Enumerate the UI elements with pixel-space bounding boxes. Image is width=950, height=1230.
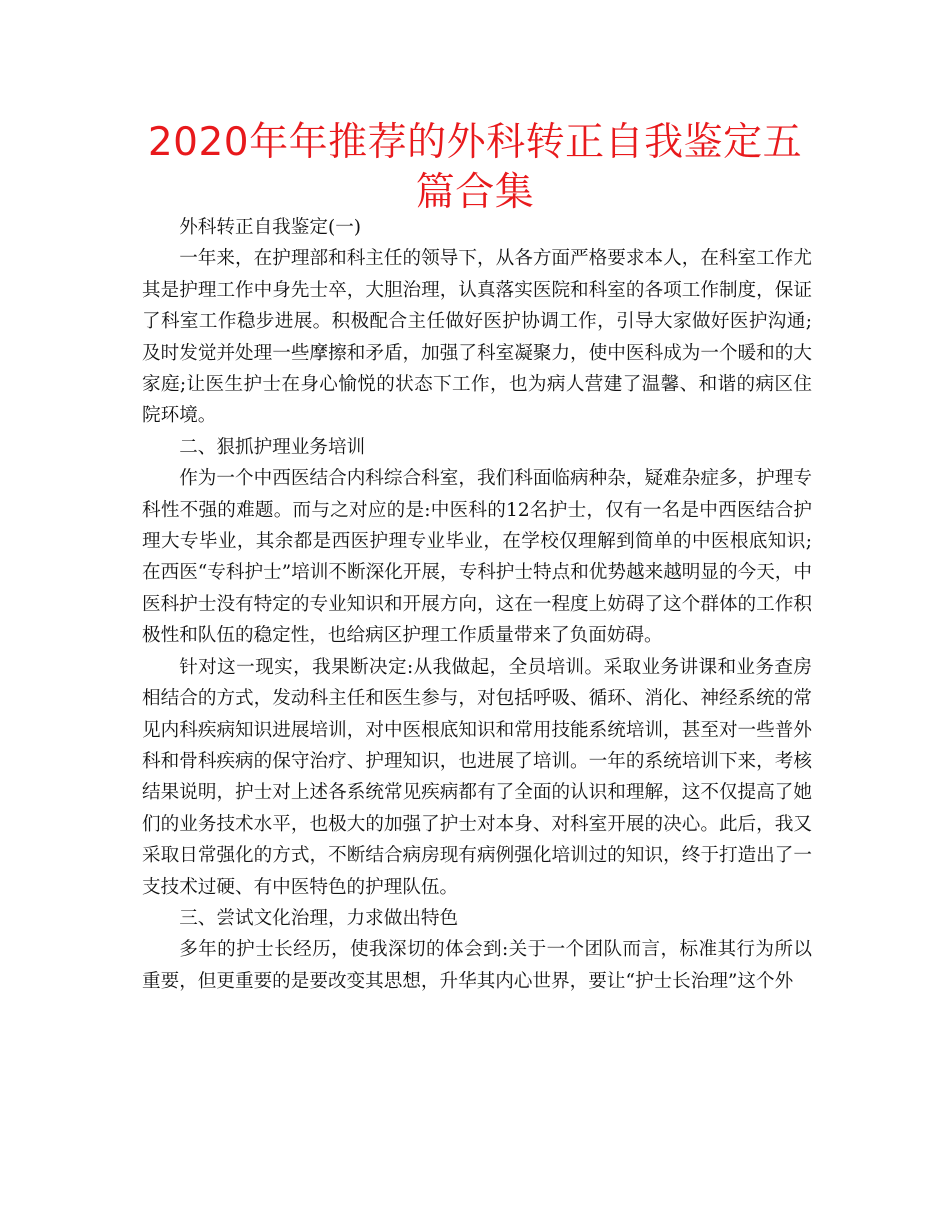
section-heading: 二、狠抓护理业务培训 bbox=[179, 436, 366, 458]
document-body bbox=[142, 212, 812, 997]
section-heading: 三、尝试文化治理，力求做出特色 bbox=[179, 907, 459, 929]
section-heading: 外科转正自我鉴定(一) bbox=[179, 217, 362, 238]
document-title: 2020年年推荐的外科转正自我鉴定五篇合集 bbox=[147, 120, 803, 215]
paragraph: 针对这一现实，我果断决定:从我做起，全员培训。采取业务讲课和业务查房相结合的方式，发动科主任和医生参与，对包括呼吸、循环、消化、神经系统的常见内科疾病知识进展培训，对中医根底知识和常用技能系统培训，甚至对一些普外科和骨科疾病的保守治疗、护理知识，也进展了培训。一年的系统培训下来，考核结果说明，护士对上述各系统常见疾病都有了全面的认识和理解，这不仅提高了她们的业务技术水平，也极大的加强了护士对本身、对科室开展的决心。此后，我又采取日常强化的方式，不断结合病房现有病例强化培训过的知识，终于打造出了一支技术过硬、有中医特色的护理队伍。 bbox=[142, 656, 812, 898]
paragraph: 多年的护士长经历，使我深切的体会到:关于一个团队而言，标准其行为所以重要，但更重要的是要改变其思想，升华其内心世界，要让“护士长治理”这个外 bbox=[142, 939, 812, 992]
paragraph: 一年来，在护理部和科主任的领导下，从各方面严格要求本人，在科室工作尤其是护理工作中身先士卒，大胆治理，认真落实医院和科室的各项工作制度，保证了科室工作稳步进展。积极配合主任做好医护协调工作，引导大家做好医护沟通;及时发觉并处理一些摩擦和矛盾，加强了科室凝聚力，使中医科成为一个暖和的大家庭;让医生护士在身心愉悦的状态下工作，也为病人营建了温馨、和谐的病区住院环境。 bbox=[142, 248, 812, 427]
paragraph: 作为一个中西医结合内科综合科室，我们科面临病种杂，疑难杂症多，护理专科性不强的难题。而与之对应的是:中医科的12名护士，仅有一名是中西医结合护理大专毕业，其余都是西医护理专业毕业，在学校仅理解到简单的中医根底知识;在西医“专科护士”培训不断深化开展，专科护士特点和优势越来越明显的今天，中医科护士没有特定的专业知识和开展方向，这在一程度上妨碍了这个群体的工作积极性和队伍的稳定性，也给病区护理工作质量带来了负面妨碍。 bbox=[142, 468, 812, 647]
